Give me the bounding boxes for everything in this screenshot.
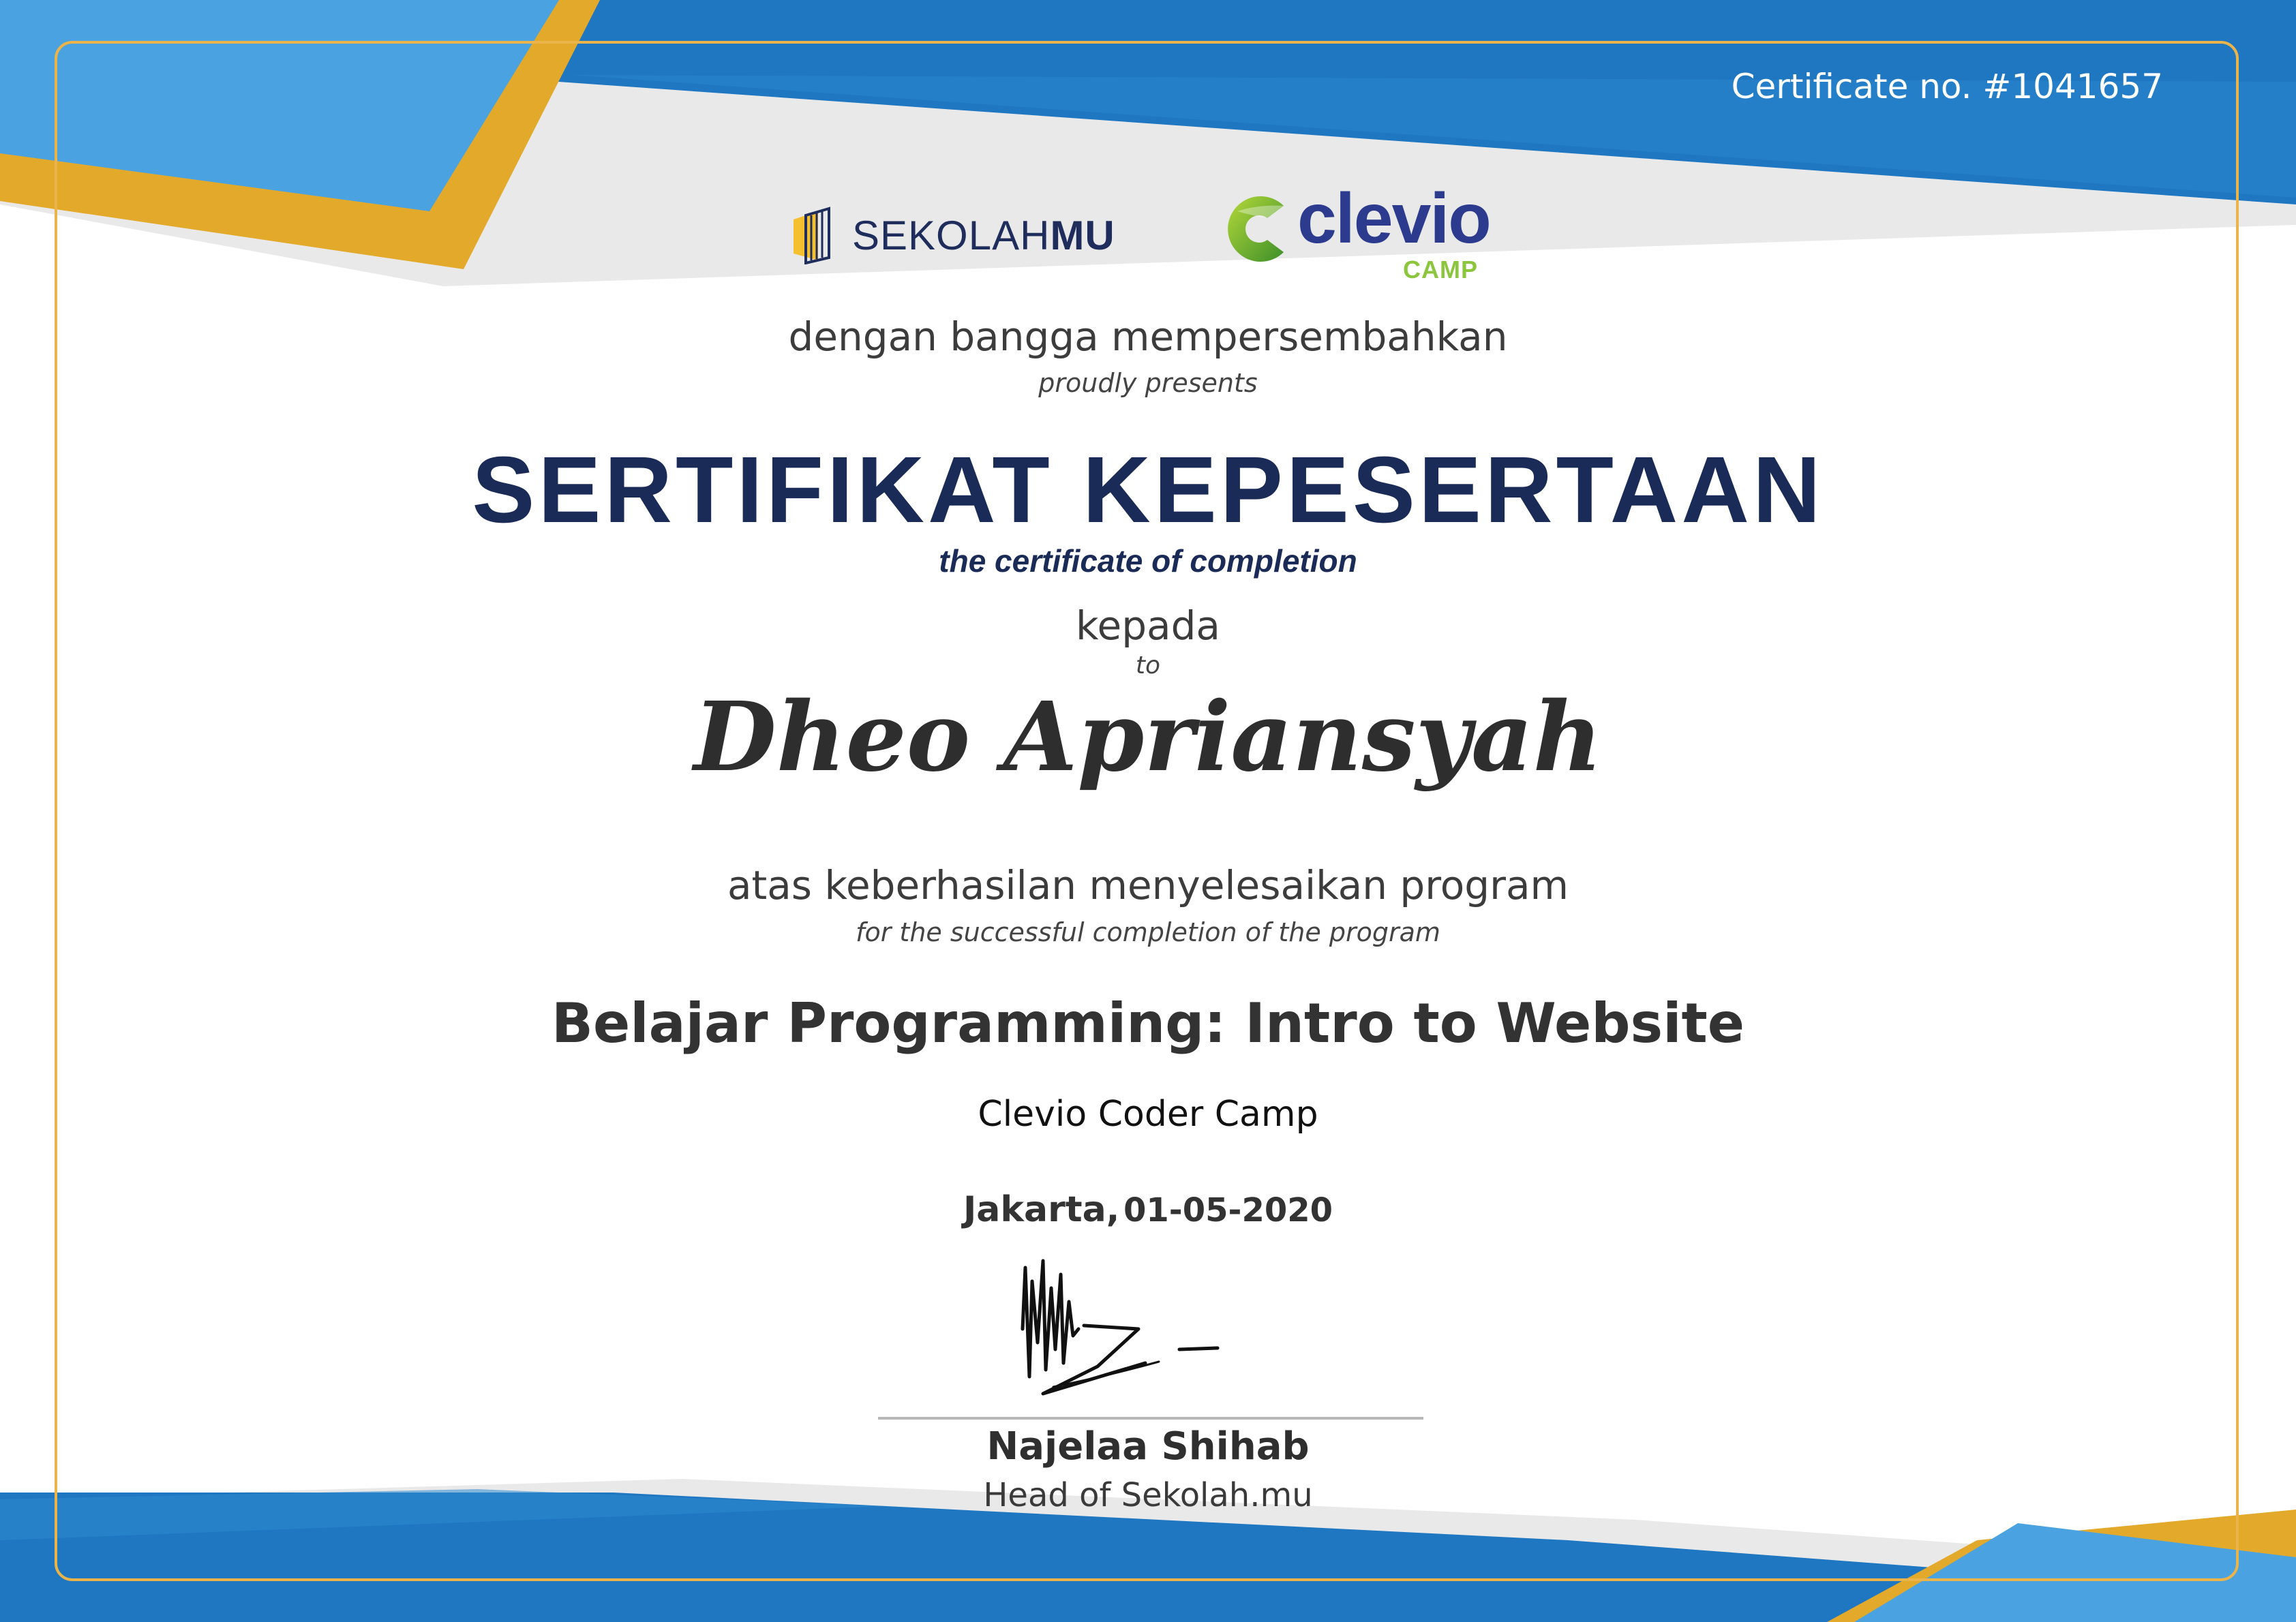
signer-name: Najelaa Shihab [986,1424,1310,1469]
place-and-date [0,1189,2296,1230]
presents-text: dengan bangga mempersembahkan [788,313,1508,360]
program-intro-text-english: for the successful completion of the program [856,917,1440,947]
certificate-title-english: the certificate of completion [939,543,1357,579]
place: Jakarta, [963,1189,1120,1230]
to-text: kepada [1076,602,1220,649]
clevio-logo-subtext: CAMP [1403,256,1478,284]
clevio-logo-text: clevio [1297,179,1490,258]
organizer-name: Clevio Coder Camp [978,1094,1318,1135]
sekolahmu-logo-icon [791,206,843,264]
certificate-title: SERTIFIKAT KEPESERTAAN [472,438,1824,542]
recipient-name: Dheo Apriansyah [693,682,1603,793]
signer-title: Head of Sekolah.mu [983,1476,1313,1514]
program-intro-text: atas keberhasilan menyelesaikan program [727,862,1569,908]
certificate-number: Certificate no. #1041657 [1731,67,2163,106]
signature-line [878,1417,1423,1420]
program-name: Belajar Programming: Intro to Website [551,992,1745,1055]
signature-image [1002,1240,1288,1411]
clevio-logo-icon [1217,191,1293,267]
sekolahmu-logo [791,204,1115,266]
presents-text-english: proudly presents [1038,368,1258,398]
date: 01-05-2020 [1123,1191,1333,1229]
sekolahmu-logo-text: SEKOLAHMU [852,212,1115,258]
to-text-english: to [1135,652,1161,679]
